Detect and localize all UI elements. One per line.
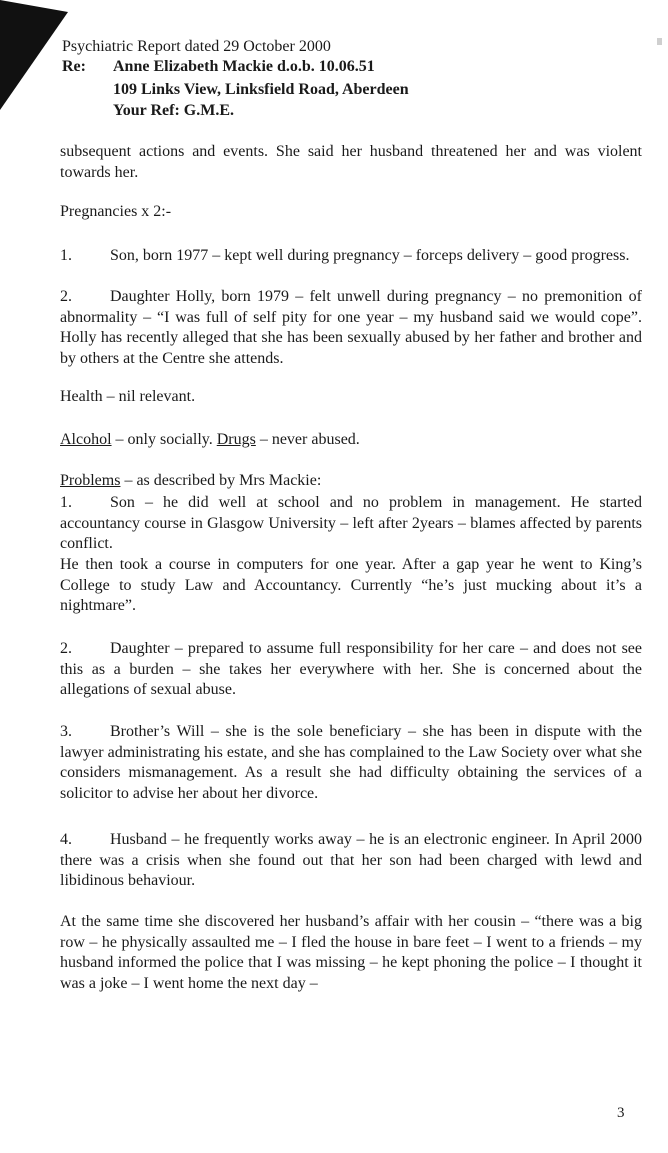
patient-address: 109 Links View, Linksfield Road, Aberdeen — [113, 81, 409, 98]
drugs-text: – never abused. — [255, 431, 360, 448]
drugs-label: Drugs — [216, 431, 256, 448]
scan-corner-mark — [0, 0, 70, 110]
scan-speck — [657, 38, 662, 45]
pregnancy-item-2 — [60, 287, 642, 369]
alcohol-drugs-line — [60, 430, 642, 451]
problem-item-1-continued: He then took a course in computers for one year. After a gap year he went to King’s College to study Law and Accountancy. Currently “he’s just mucking about it’s a nightmare”. — [60, 556, 642, 614]
list-number: 2. — [60, 640, 72, 657]
problems-heading — [60, 471, 642, 492]
list-text: Daughter – prepared to assume full responsibility for her care – and does not see this as a burden – she takes her everywhere with her. She is concerned about the allegations of sexual abuse. — [60, 640, 642, 698]
list-text: Son, born 1977 – kept well during pregnancy – forceps delivery – good progress. — [110, 247, 630, 264]
re-label: Re: — [62, 58, 86, 75]
final-paragraph: At the same time she discovered her husband’s affair with her cousin – “there was a big row – he physically assaulted me – I fled the house in bare feet – I went to a friends – my husband informed the police that I was missing – he kept phoning the police – I thought it was a joke – I went home the next day – — [60, 913, 642, 992]
list-number: 1. — [60, 247, 72, 264]
list-number: 3. — [60, 723, 72, 740]
alcohol-label: Alcohol — [60, 431, 112, 448]
reference: Your Ref: G.M.E. — [113, 102, 235, 119]
pregnancies-heading: Pregnancies x 2:- — [60, 203, 172, 220]
problem-item-4 — [60, 830, 642, 892]
pregnancy-item-1 — [60, 246, 642, 267]
problems-label: Problems — [60, 472, 121, 489]
list-number: 2. — [60, 288, 72, 305]
problem-item-3 — [60, 722, 642, 804]
alcohol-text: – only socially. — [111, 431, 217, 448]
list-text: Daughter Holly, born 1979 – felt unwell during pregnancy – no premonition of abnormality – “I was full of self pity for one year – my husband said we would cope”. Holly has recently alleged that she has been sexually abused by her father and brother and by others at the Centre she attends. — [60, 288, 642, 367]
list-number: 1. — [60, 494, 72, 511]
list-text: Husband – he frequently works away – he is an electronic engineer. In April 2000 there was a crisis when she found out that her son had been charged with lewd and libidinous behaviour. — [60, 831, 642, 889]
intro-paragraph: subsequent actions and events. She said her husband threatened her and was violent towards her. — [60, 143, 642, 181]
patient-name: Anne Elizabeth Mackie d.o.b. 10.06.51 — [113, 58, 375, 75]
list-number: 4. — [60, 831, 72, 848]
health-line: Health – nil relevant. — [60, 388, 196, 405]
page-number: 3 — [617, 1105, 625, 1121]
problem-item-2 — [60, 639, 642, 701]
list-text: Son – he did well at school and no problem in management. He started accountancy course in Glasgow University – left after 2years – blames affected by parents conflict. — [60, 494, 642, 552]
problems-text: – as described by Mrs Mackie: — [120, 472, 322, 489]
problem-item-1 — [60, 493, 642, 555]
list-text: Brother’s Will – she is the sole beneficiary – she has been in dispute with the lawyer administrating his estate, and she has complained to the Law Society over what she considers mismanagement. As a result she had difficulty obtaining the services of a solicitor to advise her about her divorce. — [60, 723, 642, 802]
report-title: Psychiatric Report dated 29 October 2000 — [62, 38, 331, 55]
